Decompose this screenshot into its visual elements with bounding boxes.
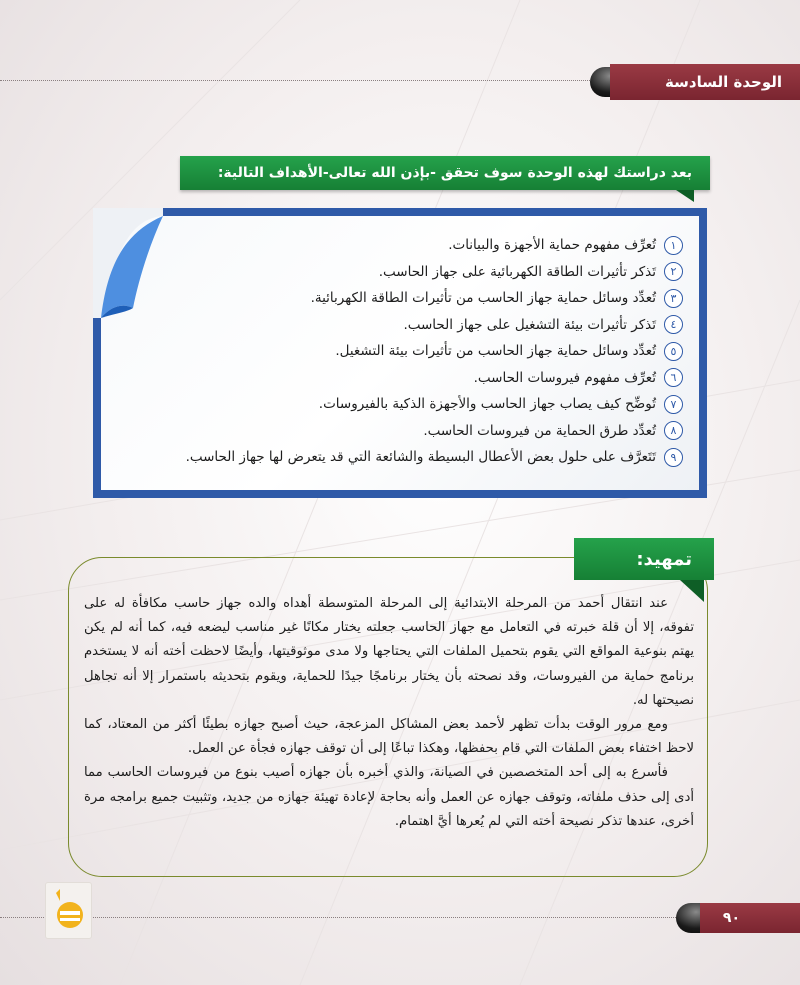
goal-item [93,312,683,339]
goal-item [93,232,683,259]
goals-title-fold [676,190,694,202]
goal-number: ٩ [664,448,683,467]
goal-item [93,338,683,365]
goal-text: تُعدِّد طرق الحماية من فيروسات الحاسب. [423,422,656,439]
intro-paragraph: فأسرع به إلى أحد المتخصصين في الصيانة، والذي أخبره بأن جهازه أصيب بنوع من فيروسات الحاسب مما أدى إلى حذف ملفاته، وتوقف جهازه عن العمل وأنه بحاجة لإعادة تهيئة جهازه من جديد، وتثبيت جميع برامجه مرة أخرى، عندها تذكر نصيحة أخته التي لم يُعرها أيَّ اهتمام. [84,765,694,829]
goal-item [93,391,683,418]
goal-number: ٢ [664,262,683,281]
goal-text: تُعدِّد وسائل حماية جهاز الحاسب من تأثيرات بيئة التشغيل. [335,343,656,360]
intro-paragraph: ومع مرور الوقت بدأت تظهر لأحمد بعض المشاكل المزعجة، حيث أصبح جهازه بطيئًا أكثر من المعتاد، كما لاحظ اختفاء بعض الملفات التي قام بحفظها، وهكذا تباعًا إلى أن توقف جهازه فجأة عن العمل. [84,717,694,757]
goal-text: تَذكر تأثيرات الطاقة الكهربائية على جهاز الحاسب. [378,263,656,280]
goal-item [93,418,683,445]
intro-text [84,592,694,834]
intro-title: تمهيد: [574,538,714,580]
goals-list [93,232,683,471]
goal-text: تُعرِّف مفهوم حماية الأجهزة والبيانات. [448,237,656,254]
logo-icon [46,883,91,938]
goal-number: ٧ [664,395,683,414]
page-number: ٩٠ [700,903,800,933]
goal-text: تُوضِّح كيف يصاب جهاز الحاسب والأجهزة الذكية بالفيروسات. [318,396,656,413]
goal-item [93,444,683,471]
goal-item [93,365,683,392]
goal-number: ٦ [664,368,683,387]
goal-item [93,259,683,286]
intro-paragraph: عند انتقال أحمد من المرحلة الابتدائية إلى المرحلة المتوسطة أهداه والده جهاز حاسب مكافأة له على تفوقه، إلا أن قلة خبرته في التعامل مع جهاز الحاسب جعلته يختار مكانًا غير مناسب ليضعه فيه، كما أنه لم يكن يهتم بنوعية المواقع التي يقوم بتحميل الملفات التي يحتاجها ولا مدى موثوقيتها، وأيضًا لاحظت أخته أنه لا يستخدم برنامج حماية من الفيروسات، وقد نصحته بأن يختار برنامجًا جيدًا للحماية، ويقوم بتحديثه باستمرار إلا أنه تجاهل نصيحتها له. [84,596,694,708]
publisher-logo [45,882,92,939]
unit-title: الوحدة السادسة [610,64,800,100]
goal-text: تُعدِّد وسائل حماية جهاز الحاسب من تأثيرات الطاقة الكهربائية. [310,290,656,307]
goal-number: ٣ [664,289,683,308]
goal-item [93,285,683,312]
goal-number: ٤ [664,315,683,334]
goal-number: ٥ [664,342,683,361]
goal-text: تَذكر تأثيرات بيئة التشغيل على جهاز الحاسب. [403,316,656,333]
goals-title: بعد دراستك لهذه الوحدة سوف تحقق -بإذن الله تعالى-الأهداف التالية: [180,156,710,190]
goal-text: تُعرِّف مفهوم فيروسات الحاسب. [473,369,656,386]
goal-number: ١ [664,236,683,255]
goal-text: تَتَعرَّف على حلول بعض الأعطال البسيطة والشائعة التي قد يتعرض لها جهاز الحاسب. [185,449,656,466]
goal-number: ٨ [664,421,683,440]
